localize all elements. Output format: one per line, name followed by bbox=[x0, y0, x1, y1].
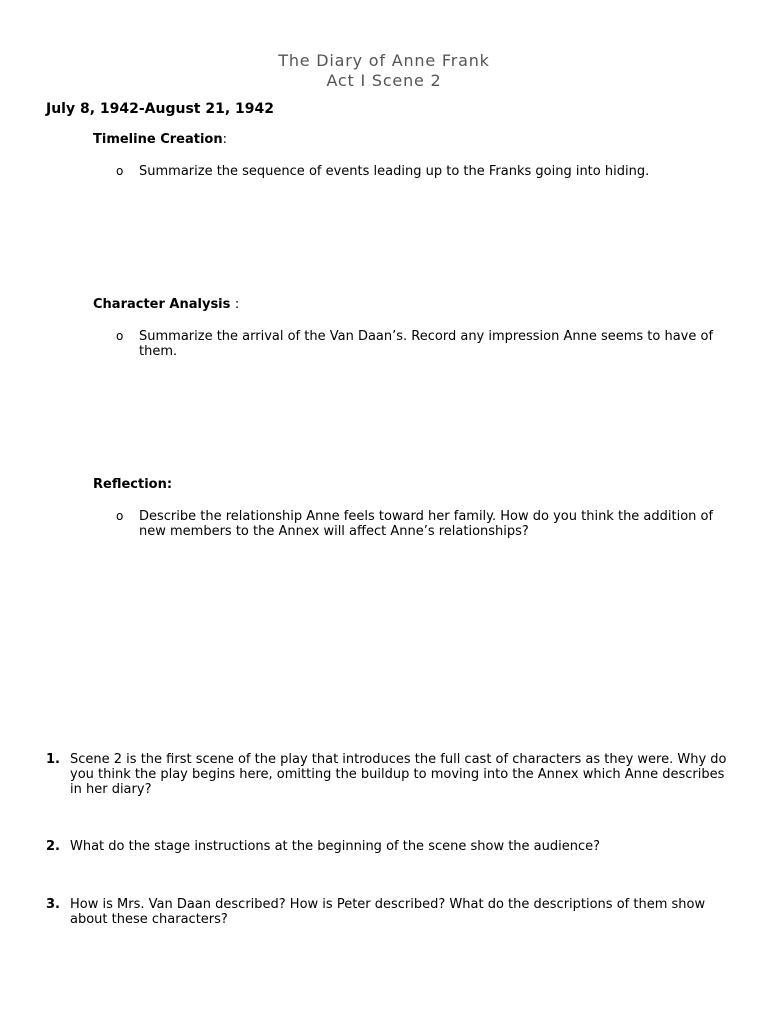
date-range-heading: July 8, 1942-August 21, 1942 bbox=[46, 101, 275, 117]
section-heading-label: Reflection: bbox=[93, 477, 173, 492]
bullet-marker: o bbox=[116, 164, 124, 178]
question-text: Scene 2 is the first scene of the play that introduces the full cast of characters as they were. Why do you think the play begins here, omitting the buildup to moving into the Annex which Anne describes in her diary? bbox=[70, 752, 727, 797]
question-number: 1. bbox=[46, 752, 60, 767]
section-heading-character-analysis bbox=[93, 297, 239, 313]
section-prompt-reflection: Describe the relationship Anne feels toward her family. How do you think the addition of new members to the Annex will affect Anne’s relationships? bbox=[139, 509, 714, 539]
section-heading-label: Character Analysis bbox=[93, 297, 235, 312]
question-number: 2. bbox=[46, 839, 60, 854]
bullet-marker: o bbox=[116, 329, 124, 343]
section-prompt-timeline: Summarize the sequence of events leading up to the Franks going into hiding. bbox=[139, 164, 650, 179]
section-heading-colon: : bbox=[222, 132, 227, 147]
question-text: What do the stage instructions at the beginning of the scene show the audience? bbox=[70, 839, 601, 854]
question-text: How is Mrs. Van Daan described? How is Peter described? What do the descriptions of them show about these characters? bbox=[70, 897, 706, 927]
section-heading-reflection bbox=[93, 477, 172, 493]
bullet-marker: o bbox=[116, 509, 124, 523]
section-heading-label: Timeline Creation bbox=[93, 132, 223, 147]
document-title: The Diary of Anne Frank bbox=[278, 51, 490, 70]
section-heading-timeline bbox=[93, 132, 227, 148]
section-prompt-character-analysis: Summarize the arrival of the Van Daan’s. Record any impression Anne seems to have of them. bbox=[139, 329, 714, 359]
document-subtitle: Act I Scene 2 bbox=[326, 71, 442, 90]
section-heading-colon: : bbox=[234, 297, 240, 312]
question-number: 3. bbox=[46, 897, 60, 912]
